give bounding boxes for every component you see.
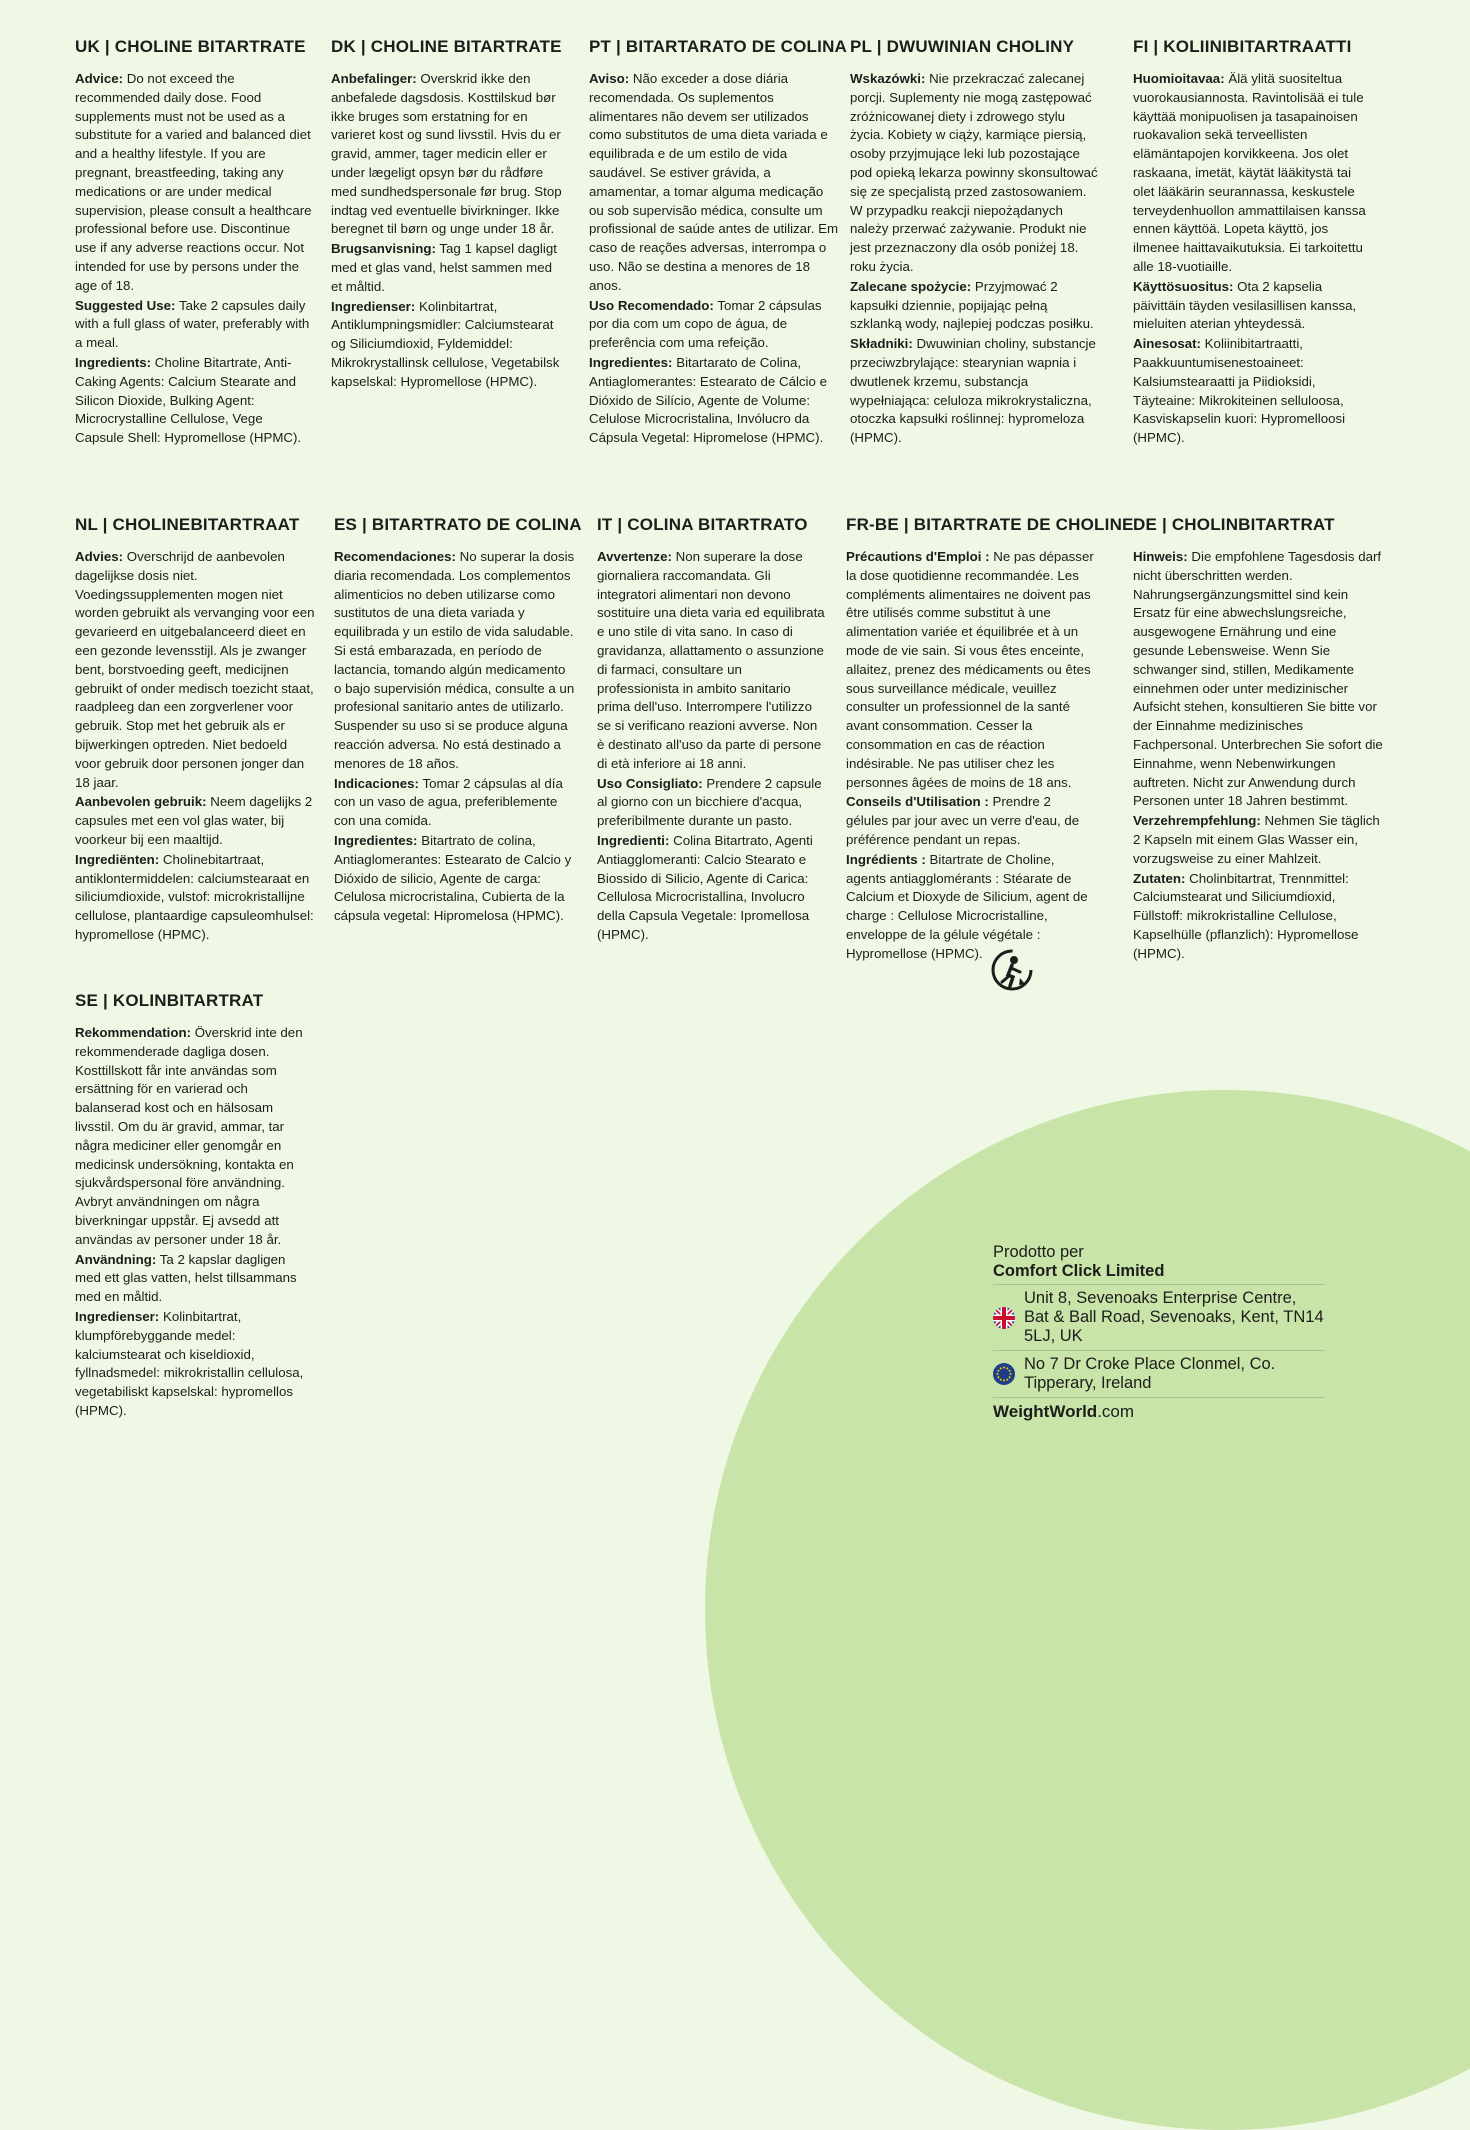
eu-address-row: [993, 1350, 1325, 1397]
ingredients-paragraph: [75, 354, 315, 448]
section-nl: [75, 514, 315, 946]
usage-text: Ta 2 kapslar dagligen med ett glas vatten, helst tillsammans med en måltid.: [75, 1251, 297, 1305]
ingredients-paragraph: [334, 832, 576, 926]
section-pl: [850, 36, 1100, 449]
usage-label: Aanbevolen gebruik:: [75, 794, 207, 810]
usage-text: Prendere 2 capsule al giorno con un bicchiere d'acqua, preferibilmente durante un pasto.: [597, 775, 822, 829]
ingredients-label: Zutaten:: [1133, 870, 1186, 886]
section-title: ES | BITARTRATO DE COLINA: [334, 515, 582, 534]
ingredients-label: Ingrédients :: [846, 851, 926, 867]
ingredients-text: Colina Bitartrato, Agenti Antiagglomeranti: Calcio Stearato e Biossido di Silicio, Agente di Carica: Cellulosa Microcristallina, Involucro della Capsula Vegetale: Ipromellosa (HPMC).: [597, 832, 813, 942]
advice-paragraph: [1133, 70, 1373, 277]
usage-paragraph: [597, 775, 827, 831]
uk-address: Unit 8, Sevenoaks Enterprise Centre, Bat & Ball Road, Sevenoaks, Kent, TN14 5LJ, UK: [1024, 1289, 1324, 1345]
company-name: Comfort Click Limited: [993, 1262, 1165, 1280]
usage-paragraph: [846, 793, 1096, 849]
usage-text: Tag 1 kapsel dagligt med et glas vand, helst sammen med et måltid.: [331, 241, 557, 294]
advice-text: No superar la dosis diaria recomendada. Los complementos alimenticios no deben utilizarse como sustitutos de una dieta variada y equilibrada y un estilo de vida saludable. Si está embarazada, en período de lactancia, tomando algún medicamento o bajo supervisión médica, consulte a un profesional sanitario antes de utilizarlo. Suspender su uso si se produce alguna reacción adversa. No está destinado a menores de 18 años.: [334, 549, 575, 771]
eu-address: No 7 Dr Croke Place Clonmel, Co. Tipperary, Ireland: [1024, 1355, 1276, 1392]
section-title: PL | DWUWINIAN CHOLINY: [850, 37, 1075, 56]
manufacturer-block: [993, 1243, 1325, 1421]
usage-label: Brugsanvisning:: [331, 241, 436, 257]
ingredients-text: Kolinbitartrat, Antiklumpningsmidler: Calciumstearat og Siliciumdioxid, Fyldemiddel: Mikrokrystallinsk cellulose, Vegetabilsk kapselskal: Hypromellose (HPMC).: [331, 298, 560, 389]
advice-text: Do not exceed the recommended daily dose. Food supplements must not be used as a substitute for a varied and balanced diet and a healthy lifestyle. If you are pregnant, breastfeeding, taking any medications or are under medical supervision, please consult a healthcare professional before use. Discontinue use if any adverse reactions occur. Not intended for use by persons under the age of 18.: [75, 71, 312, 293]
advice-label: Huomioitavaa:: [1133, 71, 1225, 86]
advice-label: Wskazówki:: [850, 71, 926, 86]
usage-label: Uso Consigliato:: [597, 775, 703, 791]
ingredients-text: Koliinibitartraatti, Paakkuuntumisenestoaineet: Kalsiumstearaatti ja Piidioksidi, Täyteaine: Mikrokiteinen selluloosa, Kasviskapselin kuori: Hypromelloosi (HPMC).: [1133, 336, 1346, 446]
advice-label: Advice:: [75, 71, 124, 86]
usage-text: Neem dagelijks 2 capsules met een vol glas water, bij voorkeur bij een maaltijd.: [75, 794, 313, 847]
advice-paragraph: [850, 70, 1100, 277]
website-brand: WeightWorld: [993, 1402, 1098, 1421]
ingredients-label: Ingredientes:: [589, 354, 673, 370]
usage-paragraph: [75, 297, 315, 353]
ingredients-label: Ingredients:: [75, 354, 152, 370]
eu-flag-icon: [993, 1363, 1015, 1385]
advice-text: Overskrid ikke den anbefalede dagsdosis. Kosttilskud bør ikke bruges som erstatning for en varieret kost og sund livsstil. Hvis du er gravid, ammer, tager medicin eller er under lægeligt opsyn bør du rådføre med sundhedspersonale før brug. Stop indtag ved eventuelle bivirkninger. Ikke beregnet til børn og unge under 18 år.: [331, 71, 562, 237]
usage-label: Conseils d'Utilisation :: [846, 794, 989, 810]
section-title: SE | KOLINBITARTRAT: [75, 991, 264, 1010]
usage-paragraph: [1133, 812, 1388, 868]
usage-label: Zalecane spożycie:: [850, 278, 972, 294]
usage-label: Indicaciones:: [334, 775, 419, 791]
usage-text: Przyjmować 2 kapsułki dziennie, popijając pełną szklanką wody, najlepiej podczas posiłku.: [850, 278, 1094, 332]
section-title: UK | CHOLINE BITARTRATE: [75, 37, 306, 56]
usage-text: Prendre 2 gélules par jour avec un verre d'eau, de préférence pendant un repas.: [846, 794, 1080, 847]
usage-paragraph: [589, 297, 839, 353]
advice-label: Advies:: [75, 549, 124, 564]
section-dk: [331, 36, 566, 393]
section-it: [597, 514, 827, 946]
advice-text: Älä ylitä suositeltua vuorokausiannosta. Ravintolisää ei tule käyttää monipuolisen ja tasapainoisen ruokavalion sekä terveellisten elämäntapojen korvikkeena. Jos olet raskaana, imetät, käytät lääkitystä tai olet lääkärin seurannassa, keskustele terveydenhuollon ammattilaisen kanssa ennen käyttöä. Lopeta käyttö, jos ilmenee haittavaikutuksia. Ei tarkoitettu alle 18-vuotiaille.: [1133, 71, 1366, 274]
ingredients-paragraph: [331, 298, 566, 392]
advice-text: Overschrijd de aanbevolen dagelijkse dosis niet. Voedingssupplementen mogen niet worden gebruikt als vervanging voor een gevarieerd en uitgebalanceerd dieet en een gezonde levensstijl. Als je zwanger bent, borstvoeding geeft, medicijnen gebruikt of onder medisch toezicht staat, raadpleeg dan een zorgverlener voor gebruik. Stop met het gebruik als er bijwerkingen optreden. Niet bedoeld voor gebruik door personen jonger dan 18 jaar.: [75, 549, 315, 790]
advice-paragraph: [1133, 548, 1388, 811]
section-fi: [1133, 36, 1373, 449]
ingredients-label: Ingredientes:: [334, 832, 418, 848]
recycling-person-icon: [990, 948, 1034, 992]
ingredients-paragraph: [1133, 870, 1388, 964]
advice-label: Rekommendation:: [75, 1025, 191, 1040]
section-title: FR-BE | BITARTRATE DE CHOLINE: [846, 515, 1134, 534]
section-fr-be: [846, 514, 1134, 965]
usage-paragraph: [1133, 278, 1373, 334]
section-uk: [75, 36, 315, 449]
section-title: NL | CHOLINEBITARTRAAT: [75, 515, 300, 534]
advice-paragraph: [334, 548, 576, 774]
usage-label: Käyttösuositus:: [1133, 278, 1234, 294]
advice-text: Non superare la dose giornaliera raccomandata. Gli integratori alimentari non devono sostituire una dieta varia ed equilibrata e uno stile di vita sano. In caso di gravidanza, allattamento o assunzione di farmaci, consultare un professionista in ambito sanitario prima dell'uso. Interrompere l'utilizzo se si verificano reazioni avverse. Non è destinato all'uso da parte di persone di età inferiore ai 18 anni.: [597, 549, 825, 771]
usage-paragraph: [331, 240, 566, 296]
advice-label: Anbefalinger:: [331, 71, 417, 86]
usage-label: Uso Recomendado:: [589, 297, 714, 313]
advice-text: Die empfohlene Tagesdosis darf nicht überschritten werden. Nahrungsergänzungsmittel sind kein Ersatz für eine abwechslungsreiche, ausgewogene Ernährung und eine gesunde Lebensweise. Wenn Sie schwanger sind, stillen, Medikamente einnehmen oder unter medizinischer Aufsicht stehen, konsultieren Sie bitte vor der Einnahme medizinisches Fachpersonal. Unterbrechen Sie sofort die Einnahme, wenn Nebenwirkungen auftreten. Nicht zur Anwendung durch Personen unter 18 Jahren bestimmt.: [1133, 549, 1383, 809]
ingredients-paragraph: [597, 832, 827, 945]
ingredients-text: Dwuwinian choliny, substancje przeciwzbrylające: stearynian wapnia i dwutlenek krzemu, substancja wypełniająca: celuloza mikrokrystaliczna, otoczka kapsułki roślinnej: hypromeloza (HPMC).: [850, 336, 1096, 446]
section-title: PT | BITARTARATO DE COLINA: [589, 37, 848, 56]
advice-paragraph: [331, 70, 566, 239]
section-title: DK | CHOLINE BITARTRATE: [331, 37, 562, 56]
advice-label: Aviso:: [589, 71, 630, 86]
advice-paragraph: [75, 70, 315, 296]
usage-paragraph: [334, 775, 576, 831]
advice-text: Não exceder a dose diária recomendada. Os suplementos alimentares não devem ser utilizados como substitutos de uma dieta variada e equilibrada e de um estilo de vida saudável. Se estiver grávida, a amamentar, a tomar alguma medicação ou sob supervisão médica, consulte um profissional de saúde antes de utilizar. Em caso de reações adversas, interrompa o uso. Não se destina a menores de 18 anos.: [589, 71, 839, 293]
ingredients-text: Cholinebitartraat, antiklontermiddelen: calciumstearaat en siliciumdioxide, vulstof: microkristallijne cellulose, plantaardige capsuleomhulsel: hypromellose (HPMC).: [75, 851, 314, 942]
usage-text: Take 2 capsules daily with a full glass of water, preferably with a meal.: [75, 297, 310, 351]
ingredients-paragraph: [75, 851, 315, 945]
section-es: [334, 514, 582, 927]
uk-address-row: [993, 1284, 1325, 1350]
ingredients-paragraph: [1133, 335, 1373, 448]
advice-paragraph: [846, 548, 1096, 792]
section-title: IT | COLINA BITARTRATO: [597, 515, 808, 534]
usage-paragraph: [75, 1251, 313, 1307]
ingredients-text: Kolinbitartrat, klumpförebyggande medel: kalciumstearat och kiseldioxid, fyllnadsmedel: mikrokristallin cellulosa, vegetabiliskt kapselskal: hypromellos (HPMC).: [75, 1308, 304, 1418]
ingredients-label: Ainesosat:: [1133, 336, 1201, 352]
advice-paragraph: [75, 1024, 313, 1250]
ingredients-text: Choline Bitartrate, Anti-Caking Agents: Calcium Stearate and Silicon Dioxide, Bulking Agent: Microcrystalline Cellulose, Vege Capsule Shell: Hypromellose (HPMC).: [75, 354, 302, 446]
advice-label: Précautions d'Emploi :: [846, 549, 990, 564]
usage-label: Suggested Use:: [75, 297, 176, 313]
advice-label: Avvertenze:: [597, 549, 672, 564]
section-pt: [589, 36, 848, 449]
section-title: DE | CHOLINBITARTRAT: [1133, 515, 1335, 534]
advice-label: Hinweis:: [1133, 549, 1188, 564]
usage-paragraph: [850, 278, 1100, 334]
usage-paragraph: [75, 793, 315, 849]
ingredients-text: Bitartarato de Colina, Antiaglomerantes: Estearato de Cálcio e Dióxido de Silício, Agente de Volume: Celulose Microcristalina, Invólucro da Cápsula Vegetal: Hipromelose (HPMC).: [589, 354, 828, 446]
website[interactable]: [993, 1397, 1325, 1421]
advice-paragraph: [597, 548, 827, 774]
advice-text: Nie przekraczać zalecanej porcji. Suplementy nie mogą zastępować zróżnicowanej diety i zdrowego stylu życia. Kobiety w ciąży, karmiące piersią, osoby przyjmujące leki lub pozostające pod opieką lekarza powinny skonsultować się ze specjalistą przed zastosowaniem. W przypadku reakcji niepożądanych należy przerwać zażywanie. Produkt nie jest przeznaczony dla osób poniżej 18. roku życia.: [850, 71, 1098, 274]
ingredients-label: Ingredienti:: [597, 832, 670, 848]
usage-text: Tomar 2 cápsulas por dia com um copo de água, de preferência com uma refeição.: [589, 297, 822, 351]
ingredients-label: Składniki:: [850, 336, 913, 352]
advice-text: Överskrid inte den rekommenderade dagliga dosen. Kosttillskott får inte användas som ersättning för en varierad och balanserad kost och en hälsosam livsstil. Om du är gravid, ammar, tar några mediciner eller genomgår en medicinsk undersökning, kontakta en sjukvårdspersonal före användning. Avbryt användningen om några biverkningar uppstår. Ej avsedd att användas av personer under 18 år.: [75, 1025, 303, 1247]
section-title: FI | KOLIINIBITARTRAATTI: [1133, 37, 1352, 56]
usage-text: Ota 2 kapselia päivittäin täyden vesilasillisen kanssa, mieluiten aterian yhteydessä.: [1133, 278, 1357, 332]
usage-label: Användning:: [75, 1251, 157, 1267]
ingredients-text: Cholinbitartrat, Trennmittel: Calciumstearat und Siliciumdioxid, Füllstoff: mikrokristalline Cellulose, Kapselhülle (pflanzlich): Hypromellose (HPMC).: [1133, 870, 1359, 961]
advice-paragraph: [75, 548, 315, 792]
ingredients-paragraph: [846, 851, 1096, 964]
section-de: [1133, 514, 1388, 965]
advice-text: Ne pas dépasser la dose quotidienne recommandée. Les compléments alimentaires ne doivent pas être utilisés comme substitut à une alimentation variée et équilibrée et à un mode de vie sain. Si vous êtes enceinte, allaitez, prenez des médicaments ou êtes sous surveillance médicale, veuillez consulter un professionnel de la santé avant consommation. Cesser la consommation en cas de réaction indésirable. Ne pas utiliser chez les personnes âgées de moins de 18 ans.: [846, 549, 1094, 790]
ingredients-text: Bitartrate de Choline, agents antiagglomérants : Stéarate de Calcium et Dioxyde de Silicium, agent de charge : Cellulose Microcristalline, enveloppe de la gélule végétale : Hypromellose (HPMC).: [846, 851, 1088, 961]
ingredients-paragraph: [589, 354, 839, 448]
manufacturer-label: Prodotto per: [993, 1243, 1084, 1261]
ingredients-paragraph: [75, 1308, 313, 1421]
section-se: [75, 990, 313, 1422]
usage-text: Nehmen Sie täglich 2 Kapseln mit einem Glas Wasser ein, vorzugsweise zu einer Mahlzeit.: [1133, 813, 1380, 866]
usage-text: Tomar 2 cápsulas al día con un vaso de agua, preferiblemente con una comida.: [334, 775, 563, 829]
advice-label: Recomendaciones:: [334, 549, 456, 564]
ingredients-label: Ingrediënten:: [75, 851, 160, 867]
advice-paragraph: [589, 70, 839, 296]
ingredients-text: Bitartrato de colina, Antiaglomerantes: Estearato de Calcio y Dióxido de silicio, Agente de carga: Celulosa microcristalina, Cubierta de la cápsula vegetal: Hipromelosa (HPMC).: [334, 832, 572, 924]
usage-label: Verzehrempfehlung:: [1133, 813, 1261, 829]
uk-flag-icon: [993, 1307, 1015, 1329]
ingredients-paragraph: [850, 335, 1100, 448]
ingredients-label: Ingredienser:: [331, 298, 416, 314]
website-domain: .com: [1097, 1402, 1135, 1421]
ingredients-label: Ingredienser:: [75, 1308, 160, 1324]
